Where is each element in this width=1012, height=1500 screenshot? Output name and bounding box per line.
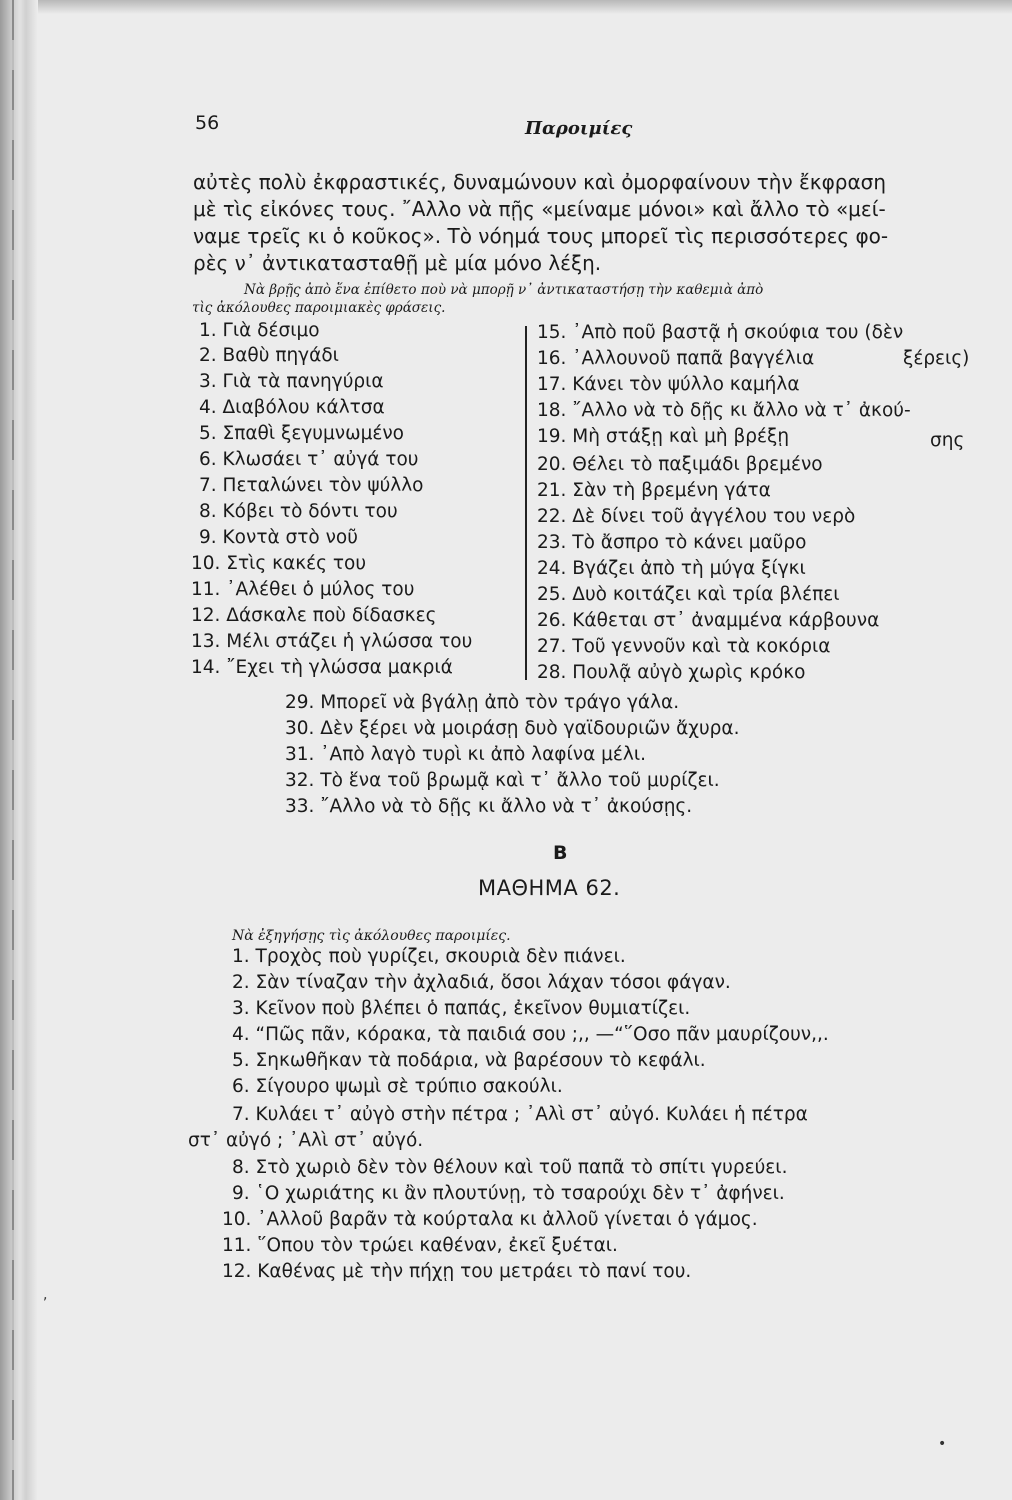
- phrase-item: 32. Τὸ ἕνα τοῦ βρωμᾷ καὶ τ᾽ ἄλλο τοῦ μυρίζει.: [285, 770, 720, 791]
- phrase-item: 23. Τὸ ἄσπρο τὸ κάνει μαῦρο: [537, 532, 807, 553]
- phrase-item: 30. Δὲν ξέρει νὰ μοιράσῃ δυὸ γαϊδουριῶν ἄχυρα.: [285, 718, 740, 739]
- phrase-continuation: σης: [930, 430, 965, 451]
- page-number: 56: [195, 112, 220, 134]
- running-head: Παροιμίες: [525, 118, 633, 139]
- proverb-item: 10. ᾿Αλλοῦ βαρᾶν τὰ κούρταλα κι ἀλλοῦ γίνεται ὁ γάμος.: [222, 1209, 758, 1230]
- exercise-instruction: τὶς ἀκόλουθες παροιμιακὲς φράσεις.: [192, 300, 446, 316]
- phrase-item: 4. Διαβόλου κάλτσα: [199, 397, 385, 418]
- intro-line: μὲ τὶς εἰκόνες τους. ῎Αλλο νὰ πῇς «μείναμε μόνοι» καὶ ἄλλο τὸ «μεί-: [193, 197, 886, 221]
- phrase-item: 18. ῎Αλλο νὰ τὸ δῇς κι ἄλλο νὰ τ᾽ ἀκού-: [537, 400, 911, 421]
- proverb-item: 6. Σίγουρο ψωμὶ σὲ τρύπιο σακούλι.: [232, 1076, 563, 1097]
- phrase-item: 22. Δὲ δίνει τοῦ ἀγγέλου του νερὸ: [537, 506, 856, 527]
- phrase-item: 17. Κάνει τὸν ψύλλο καμήλα: [537, 374, 800, 395]
- phrase-item: 13. Μέλι στάζει ἡ γλώσσα του: [191, 631, 473, 652]
- phrase-item: 1. Γιὰ δέσιμο: [199, 320, 320, 341]
- phrase-item: 27. Τοῦ γεννοῦν καὶ τὰ κοκόρια: [537, 636, 831, 657]
- phrase-item: 7. Πεταλώνει τὸν ψύλλο: [199, 475, 424, 496]
- phrase-item: 8. Κόβει τὸ δόντι του: [199, 501, 398, 522]
- phrase-item: 14. ῎Εχει τὴ γλώσσα μακριά: [191, 657, 453, 678]
- proverb-item: 1. Τροχὸς ποὺ γυρίζει, σκουριὰ δὲν πιάνει.: [232, 946, 626, 967]
- phrase-item: 15. ᾿Απὸ ποῦ βαστᾷ ἡ σκούφια του (δὲν: [537, 322, 904, 343]
- phrase-item: 12. Δάσκαλε ποὺ δίδασκες: [191, 605, 437, 626]
- scan-speck: •: [938, 1436, 947, 1452]
- phrase-item: 33. ῎Αλλο νὰ τὸ δῇς κι ἄλλο νὰ τ᾽ ἀκούσῃς.: [285, 796, 693, 817]
- scan-top-shadow: [0, 0, 1012, 14]
- phrase-continuation: ξέρεις): [903, 348, 970, 369]
- phrase-item: 11. ᾿Αλέθει ὁ μύλος του: [191, 579, 415, 600]
- exercise-instruction: Νὰ ἐξηγήσῃς τὶς ἀκόλουθες παροιμίες.: [232, 928, 511, 944]
- phrase-item: 6. Κλωσάει τ᾽ αὐγά του: [199, 449, 419, 470]
- phrase-item: 2. Βαθὺ πηγάδι: [199, 345, 339, 366]
- intro-line: ρὲς ν᾽ ἀντικατασταθῇ μὲ μία μόνο λέξη.: [193, 251, 602, 275]
- phrase-item: 16. ᾿Αλλουνοῦ παπᾶ βαγγέλια: [537, 348, 815, 369]
- intro-line: αὐτὲς πολὺ ἐκφραστικές, δυναμώνουν καὶ ὀμορφαίνουν τὴν ἔκφραση: [193, 170, 887, 194]
- phrase-item: 24. Βγάζει ἀπὸ τὴ μύγα ξίγκι: [537, 558, 806, 579]
- phrase-item: 29. Μπορεῖ νὰ βγάλῃ ἀπὸ τὸν τράγο γάλα.: [285, 692, 680, 713]
- phrase-item: 5. Σπαθὶ ξεγυμνωμένο: [199, 423, 404, 444]
- scan-speck: ,: [43, 1287, 48, 1303]
- proverb-item: 7. Κυλάει τ᾽ αὐγὸ στὴν πέτρα ; ᾿Αλὶ στ᾽ αὐγό. Κυλάει ἡ πέτρα: [232, 1104, 808, 1125]
- phrase-item: 21. Σὰν τὴ βρεμένη γάτα: [537, 480, 771, 501]
- phrase-item: 20. Θέλει τὸ παξιμάδι βρεμένο: [537, 454, 823, 475]
- proverb-item: 9. ῾Ο χωριάτης κι ἂν πλουτύνῃ, τὸ τσαρούχι δὲν τ᾽ ἀφήνει.: [232, 1183, 785, 1204]
- lesson-title: ΜΑΘΗΜΑ 62.: [478, 876, 621, 900]
- phrase-item: 28. Πουλᾷ αὐγὸ χωρὶς κρόκο: [537, 662, 806, 683]
- proverb-item: 8. Στὸ χωριὸ δὲν τὸν θέλουν καὶ τοῦ παπᾶ τὸ σπίτι γυρεύει.: [232, 1157, 788, 1178]
- phrase-item: 9. Κοντὰ στὸ νοῦ: [199, 527, 358, 548]
- proverb-item: 12. Καθένας μὲ τὴν πήχῃ του μετράει τὸ πανί του.: [222, 1261, 692, 1282]
- intro-line: ναμε τρεῖς κι ὁ κοῦκος». Τὸ νόημά τους μπορεῖ τὶς περισσότερες φο-: [193, 224, 889, 248]
- phrase-item: 26. Κάθεται στ᾽ ἀναμμένα κάρβουνα: [537, 610, 880, 631]
- proverb-item: 2. Σὰν τίναζαν τὴν ἀχλαδιά, ὅσοι λάχαν τόσοι φάγαν.: [232, 972, 731, 993]
- phrase-item: 25. Δυὸ κοιτάζει καὶ τρία βλέπει: [537, 584, 840, 605]
- proverb-item: 5. Σηκωθῆκαν τὰ ποδάρια, νὰ βαρέσουν τὸ κεφάλι.: [232, 1050, 706, 1071]
- phrase-item: 31. ᾿Απὸ λαγὸ τυρὶ κι ἀπὸ λαφίνα μέλι.: [285, 744, 647, 765]
- column-divider: [525, 326, 527, 680]
- proverb-item: στ᾽ αὐγό ; ᾿Αλὶ στ᾽ αὐγό.: [188, 1130, 424, 1151]
- page-stack-edge: [0, 0, 38, 1500]
- proverb-item: 4. “Πῶς πᾶν, κόρακα, τὰ παιδιά σου ;,, —“῞Οσο πᾶν μαυρίζουν,,.: [232, 1024, 829, 1045]
- proverb-item: 3. Κεῖνον ποὺ βλέπει ὁ παπάς, ἐκεῖνον θυμιατίζει.: [232, 998, 691, 1019]
- phrase-item: 3. Γιὰ τὰ πανηγύρια: [199, 371, 384, 392]
- proverb-item: 11. ῞Οπου τὸν τρώει καθέναν, ἐκεῖ ξυέται.: [222, 1235, 618, 1256]
- section-letter: Β: [553, 842, 568, 864]
- exercise-instruction: Νὰ βρῇς ἀπὸ ἕνα ἐπίθετο ποὺ νὰ μπορῇ ν᾽ ἀντικαταστήσῃ τὴν καθεμιὰ ἀπὸ: [244, 282, 764, 298]
- phrase-item: 19. Μὴ στάξῃ καὶ μὴ βρέξῃ: [537, 426, 790, 447]
- phrase-item: 10. Στὶς κακές του: [191, 553, 367, 574]
